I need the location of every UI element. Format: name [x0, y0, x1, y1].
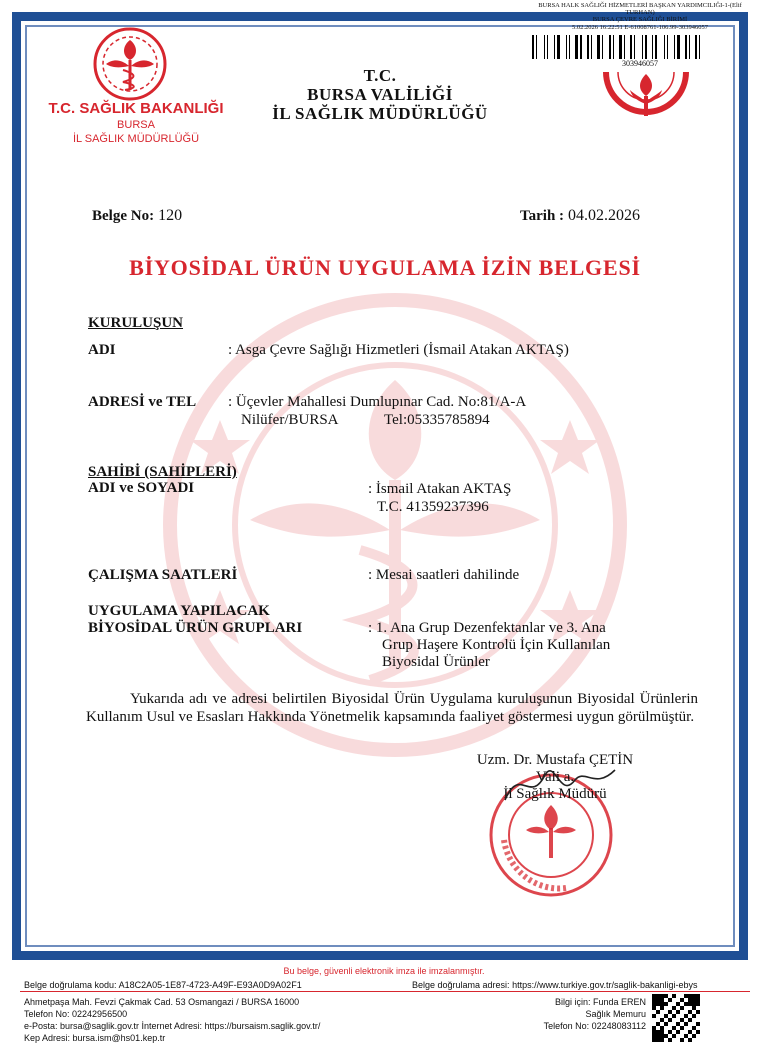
- document-date: [520, 207, 640, 225]
- ministry-name: T.C. SAĞLIK BAKANLIĞI: [48, 100, 224, 117]
- info-contact-name: Bilgi için: Funda EREN: [554, 997, 646, 1007]
- groups-label-line-2: BİYOSİDAL ÜRÜN GRUPLARI: [88, 620, 303, 636]
- signature-scribble: [500, 760, 620, 810]
- footer-kep: Kep Adresi: bursa.ism@hs01.kep.tr: [24, 1033, 166, 1043]
- document-barcode: [532, 35, 748, 59]
- signatory-name: Uzm. Dr. Mustafa ÇETİN: [476, 752, 634, 768]
- verify-address-link[interactable]: https://www.turkiye.gov.tr/saglik-bakanligi-ebys: [512, 980, 698, 990]
- approval-text: Yukarıda adı ve adresi belirtilen Biyosidal Ürün Uygulama kuruluşunun Biyosidal Ürünlerin Kullanım Usul ve Esasları Hakkında Yönetmelik kapsamında faaliyet göstermesi uygun görülmüştür.: [86, 691, 698, 725]
- ebys-line-3: BURSA ÇEVRE SAĞLIĞI BİRİMİ: [592, 16, 688, 23]
- hours-value: : Mesai saatleri dahilinde: [368, 567, 520, 583]
- footer-address: Ahmetpaşa Mah. Fevzi Çakmak Cad. 53 Osmangazi / BURSA 16000: [24, 997, 300, 1007]
- org-address-line-2: Nilüfer/BURSA: [241, 412, 339, 428]
- org-address-label: ADRESİ ve TEL: [88, 394, 197, 410]
- owner-name-value: : İsmail Atakan AKTAŞ: [368, 481, 512, 497]
- org-phone: Tel:05335785894: [384, 412, 490, 428]
- info-contact-role: Sağlık Memuru: [585, 1009, 646, 1019]
- document-date-value: 04.02.2026: [568, 207, 641, 224]
- owner-section-heading: SAHİBİ (SAHİPLERİ): [88, 464, 237, 480]
- org-name-label: ADI: [88, 342, 116, 358]
- org-name-value: : Asga Çevre Sağlığı Hizmetleri (İsmail Atakan AKTAŞ): [228, 342, 569, 358]
- heading-governorship: BURSA VALİLİĞİ: [307, 85, 453, 104]
- footer-divider: [20, 991, 750, 992]
- groups-value-line-3: Biyosidal Ürünler: [382, 654, 490, 670]
- verify-code: [24, 980, 302, 990]
- esign-note: Bu belge, güvenli elektronik imza ile imzalanmıştır.: [283, 966, 485, 976]
- org-address-line-1: : Üçevler Mahallesi Dumlupınar Cad. No:81/A-A: [228, 394, 527, 410]
- footer-phone: Telefon No: 02242956500: [24, 1009, 128, 1019]
- verify-code-label: Belge doğrulama kodu:: [24, 980, 117, 990]
- document-date-label: Tarih :: [520, 208, 565, 224]
- heading-tc: T.C.: [363, 66, 397, 85]
- ministry-city: BURSA: [117, 119, 155, 131]
- verify-code-value: A18C2A05-1E87-4723-A49F-E93A0D9A02F1: [118, 980, 302, 990]
- info-contact-phone: Telefon No: 02248083112: [543, 1021, 646, 1031]
- barcode-number: 303946057: [622, 59, 658, 68]
- qr-code: [652, 994, 700, 1042]
- heading-directorate: İL SAĞLIK MÜDÜRLÜĞÜ: [272, 104, 488, 123]
- owner-name-label: ADI ve SOYADI: [88, 480, 195, 496]
- ebys-line-1: BURSA HALK SAĞLIĞI HİZMETLERİ BAŞKAN YARDIMCILIĞI-1-(Elif: [538, 2, 742, 9]
- owner-id-number: T.C. 41359237396: [377, 499, 489, 515]
- verify-address: [412, 980, 697, 990]
- document-title: BİYOSİDAL ÜRÜN UYGULAMA İZİN BELGESİ: [129, 255, 641, 280]
- signatory-role-2: İl Sağlık Müdürü: [503, 786, 607, 802]
- groups-value-line-1: : 1. Ana Grup Dezenfektanlar ve 3. Ana: [368, 620, 606, 636]
- groups-label-line-1: UYGULAMA YAPILACAK: [88, 603, 270, 619]
- ministry-unit: İL SAĞLIK MÜDÜRLÜĞÜ: [72, 133, 200, 145]
- document-number-label: Belge No:: [92, 208, 155, 224]
- ebys-seal-icon: [600, 68, 692, 128]
- document-number-value: 120: [158, 207, 183, 224]
- ebys-line-4: 5.02.2026 16:22:51 E-61008761-106.99-303946057: [572, 24, 708, 31]
- signatory-role-1: Vali a.: [535, 769, 575, 785]
- hours-label: ÇALIŞMA SAATLERİ: [88, 567, 238, 583]
- approval-paragraph: [86, 690, 698, 726]
- org-section-heading: KURULUŞUN: [88, 315, 184, 331]
- ebys-line-2: TURHAN): [625, 9, 655, 16]
- document-number: [92, 207, 182, 225]
- verify-address-label: Belge doğrulama adresi:: [412, 980, 510, 990]
- ministry-logo-icon: [92, 26, 168, 102]
- groups-value-line-2: Grup Haşere Kontrolü İçin Kullanılan: [382, 637, 611, 653]
- footer-email-web[interactable]: e-Posta: bursa@saglik.gov.tr İnternet Adresi: https://bursaism.saglik.gov.tr/: [24, 1021, 321, 1031]
